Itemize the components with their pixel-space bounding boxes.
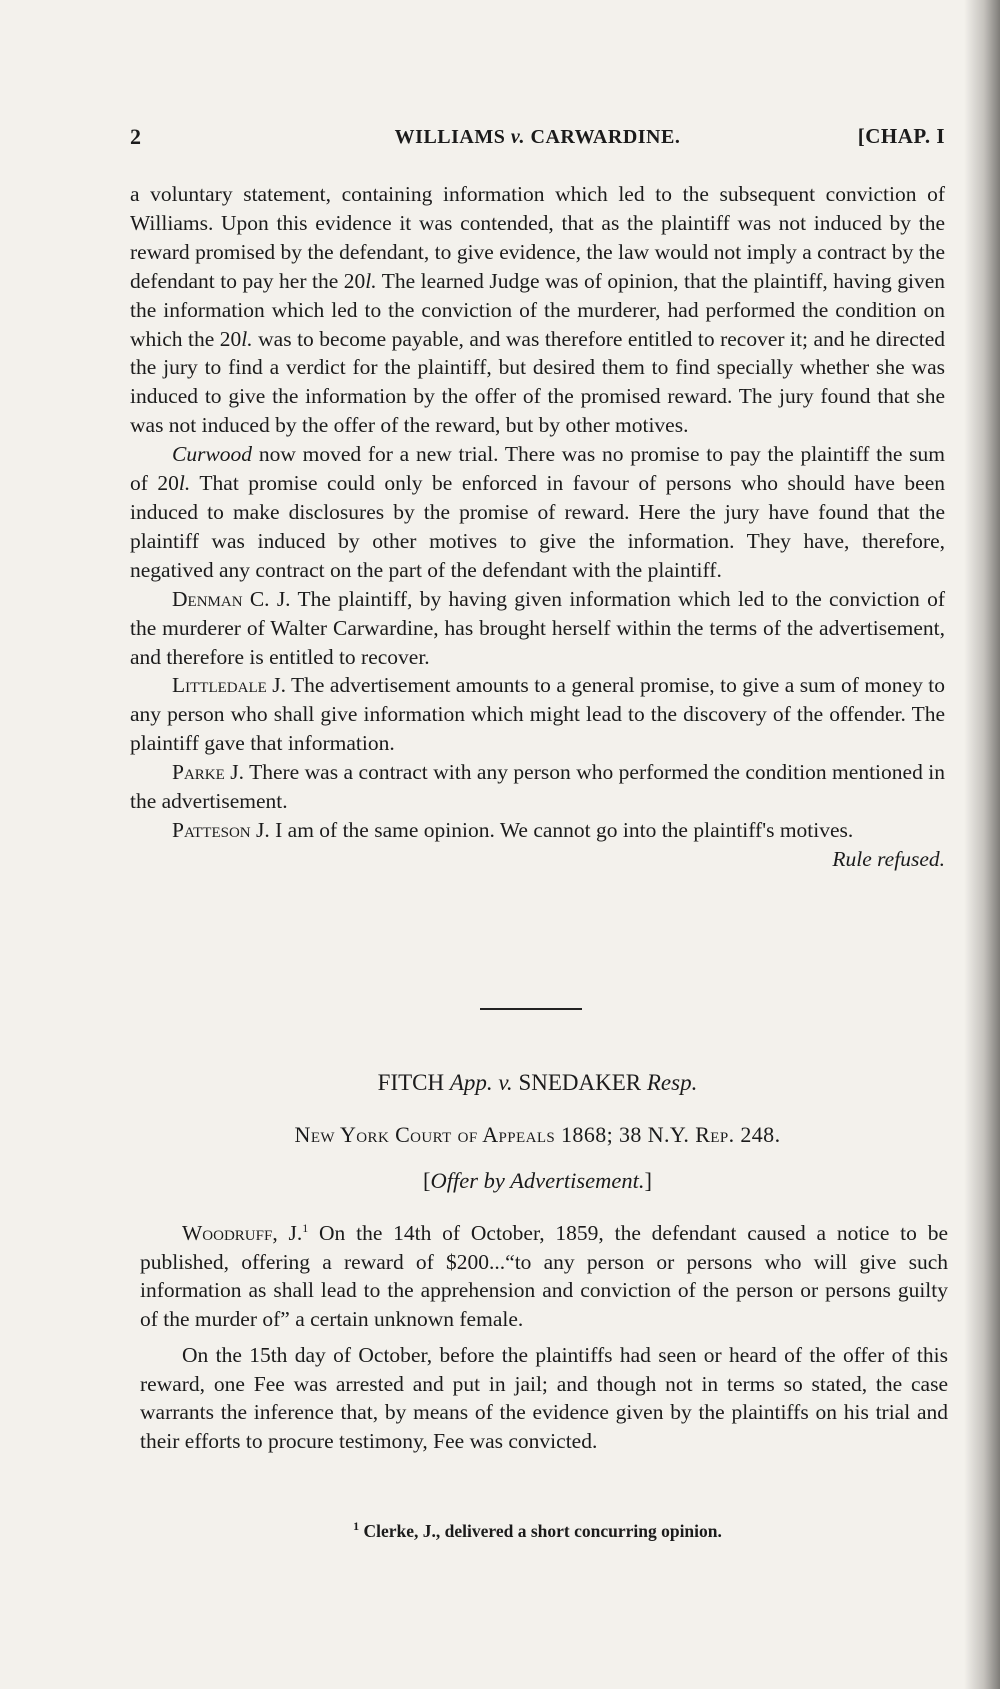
counsel-name: Curwood	[172, 442, 253, 467]
paragraph-denman: Denman C. J. The plaintiff, by having given information which led to the conviction of the murderer of Walter Carwardine, has brought herself within the terms of the advertisement, and therefore is entitled to recover.	[130, 586, 945, 669]
paragraph-woodruff: Woodruff, J.$^1$ On the 14th of October, 1859, the defendant caused a notice to be published, offering a reward of $200...“to any person or persons who will give such information as shall lead to the apprehension and conviction of the person or persons guilty of the murder of” a certain unknown female.	[140, 1221, 948, 1331]
case-result: Rule refused.	[832, 846, 945, 871]
court-citation: New York Court of Appeals 1868; 38 N.Y. Rep. 248.	[294, 1122, 781, 1147]
case-subject: [Offer by Advertisement.]	[423, 1168, 652, 1193]
judge-name: Woodruff	[182, 1221, 273, 1246]
first-case-body	[130, 180, 945, 874]
paragraph-statement: a voluntary statement, containing information which led to the subsequent conviction of Williams. Upon this evidence it was contended, that as the plaintiff was not induced by the reward promised by the defendant, to give evidence, the law would not imply a contract by the defendant to pay her the 20l. The learned Judge was of opinion, that the plaintiff, having given the information which led to the conviction of the murderer, had performed the condition on which the 20l. was to become payable, and was therefore entitled to recover it; and he directed the jury to find a verdict for the plaintiff, but desired them to find specially whether she was induced to give the information by the offer of the promised reward. The jury found that she was not induced by the offer of the reward, but by other motives.	[130, 182, 946, 438]
paragraph-patteson: Patteson J. I am of the same opinion. We cannot go into the plaintiff's motives. Rule refused.	[130, 816, 945, 845]
judge-name: Littledale	[172, 673, 267, 698]
section-divider	[480, 1008, 582, 1010]
paragraph-curwood: Curwood now moved for a new trial. There was no promise to pay the plaintiff the sum of 20l. That promise could only be enforced in favour of persons who should have been induced to make disclosures by the promise of reward. Here the jury have found that the plaintiff was induced by other motives to give the information. They have, therefore, negatived any contract on the part of the defendant with the plaintiff.	[130, 442, 945, 582]
page-number: 2	[130, 124, 142, 149]
footnote: $^1$ Clerke, J., delivered a short concurring opinion.	[353, 1519, 722, 1541]
judge-name: Patteson	[172, 817, 251, 842]
second-case-body	[140, 1214, 948, 1455]
running-title: WILLIAMS v. CARWARDINE.	[394, 126, 681, 148]
paragraph-littledale: Littledale J. The advertisement amounts to a general promise, to give a sum of money to any person who shall give information which might lead to the discovery of the offender. The plaintiff gave that information.	[130, 673, 945, 756]
case-title: FITCH App. v. SNEDAKER Resp.	[377, 1070, 698, 1095]
running-title-versus: v.	[510, 126, 526, 148]
footnote-marker: 1	[302, 1221, 309, 1235]
paragraph-fee: On the 15th day of October, before the plaintiffs had seen or heard of the offer of this reward, one Fee was arrested and put in jail; and though not in terms so stated, the case warrants the inference that, by means of the evidence given by the plaintiffs on his trial and their efforts to procure testimony, Fee was convicted.	[140, 1343, 948, 1453]
page-binding-shadow	[964, 0, 1000, 1689]
judge-name: Parke	[172, 760, 225, 785]
chapter-label: [CHAP. I	[857, 124, 945, 148]
judge-name: Denman	[172, 586, 243, 611]
paragraph-parke: Parke J. There was a contract with any person who performed the condition mentioned in the advertisement.	[130, 760, 945, 814]
page-header	[130, 124, 945, 154]
